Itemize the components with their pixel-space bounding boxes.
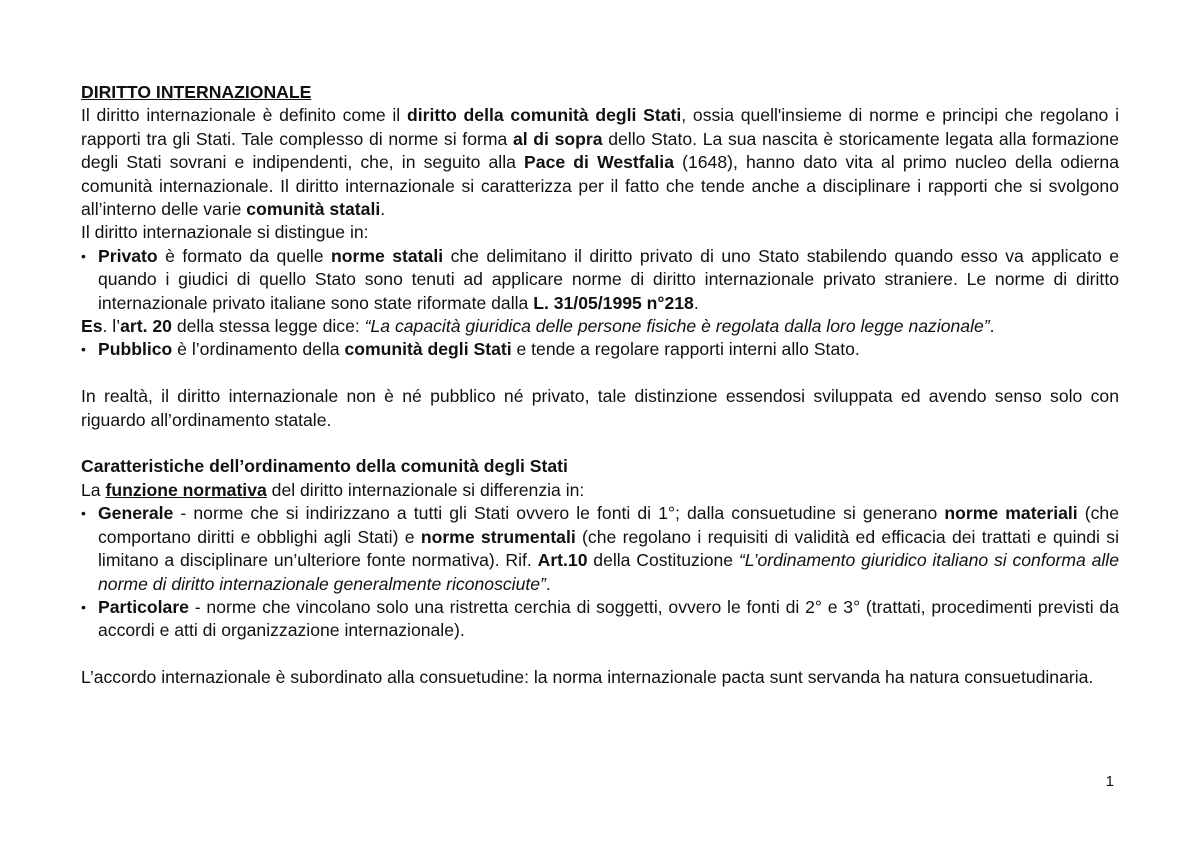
general-text: della Costituzione [587,550,739,571]
normative-text: La [81,479,106,500]
private-label: Privato [98,245,158,266]
general-bold-term: norme strumentali [420,526,576,547]
intro-text: (1648), hanno dato vita al primo nucleo della odierna comunità internazionale. Il diritto internazionale si caratterizza per il fatto che tende anche a disciplinare i rapporti che si svolgono all’interno delle varie [81,152,1119,220]
private-text: . [693,292,699,313]
document-page [81,81,1119,690]
normative-text: del diritto internazionale si differenzia in: [266,479,585,500]
section-heading: Caratteristiche dell’ordinamento della comunità degli Stati [81,456,568,477]
general-bold-term: norme materiali [944,503,1078,524]
bullet-icon: • [81,341,86,358]
general-text: (che regolano i requisiti di validità ed efficacia dei trattati e quindi si limitano a disciplinare un’ulteriore fonte normativa). Rif. [98,526,1119,571]
bullet-icon: • [81,598,86,615]
normative-function-term: funzione normativa [105,479,267,500]
general-text: (che comportano diritti e obblighi agli Stati) e [98,503,1119,547]
list-item-private [81,245,1119,315]
intro-text: Il diritto internazionale è definito come il [81,105,407,126]
general-quote: “L’ordinamento giuridico italiano si conforma alle norme di diritto internazionale generalmente riconosciute” [98,550,1119,594]
normative-intro [81,479,1119,502]
example-label: Es [81,316,103,337]
paragraph-gap [81,432,1119,455]
intro-text: dello Stato. La sua nascita è storicamente legata alla formazione degli Stati sovrani e indipendenti, che, in seguito alla [81,128,1119,173]
list-item-particular [81,596,1119,643]
reality-paragraph: In realtà, il diritto internazionale non è né pubblico né privato, tale distinzione essendosi sviluppata ed avendo senso solo con riguardo all’ordinamento statale. [81,386,1119,430]
private-text: che delimitano il diritto privato di uno Stato stabilendo quando esso va applicato e quando i giudici di quello Stato sono tenuti ad applicare norme di diritto internazionale privato straniere. Le norme di diritto internazionale privato italiane sono state riformate dalla [98,245,1119,313]
page-number: 1 [1105,773,1114,790]
list-item-general [81,502,1119,596]
public-text: e tende a regolare rapporti interni allo Stato. [511,339,860,360]
intro-bold-term: al di sopra [512,128,603,149]
bullet-icon: • [81,505,86,522]
distinction-list-continued [81,338,1119,361]
intro-bold-term: Pace di Westfalia [524,152,674,173]
public-text: è l’ordinamento della [172,339,345,360]
private-law-reference: L. 31/05/1995 n°218 [533,292,694,313]
intro-bold-term: diritto della comunità degli Stati [406,105,682,126]
example-text: della stessa legge dice: [171,316,365,337]
example-quote: “La capacità giuridica delle persone fisiche è regolata dalla loro legge nazionale” [364,316,990,337]
example-text: . [989,316,995,337]
paragraph-gap [81,362,1119,385]
intro-paragraph [81,104,1119,221]
example-paragraph [81,315,1119,338]
general-label: Generale [98,503,174,524]
distinction-intro: Il diritto internazionale si distingue in: [81,222,369,243]
public-label: Pubblico [98,339,173,360]
general-text: - norme che si indirizzano a tutti gli Stati ovvero le fonti di 1°; dalla consuetudine si generano [173,503,945,524]
distinction-list [81,245,1119,315]
intro-text: , ossia quell'insieme di norme e principi che regolano i rapporti tra gli Stati. Tale complesso di norme si forma [81,105,1119,149]
example-article: art. 20 [120,316,172,337]
general-text: . [545,573,551,594]
general-article-reference: Art.10 [537,550,588,571]
particular-text: - norme che vincolano solo una ristretta cerchia di soggetti, ovvero le fonti di 2° e 3° (trattati, procedimenti previsti da accordi e atti di organizzazione internazionale). [98,596,1119,641]
example-text: . l’ [102,316,121,337]
normative-list [81,502,1119,642]
list-item-public [81,338,1119,361]
final-paragraph: L’accordo internazionale è subordinato alla consuetudine: la norma internazionale pacta sunt servanda ha natura consuetudinaria. [81,667,1094,688]
intro-text: . [380,199,386,220]
bullet-icon: • [81,247,86,264]
paragraph-gap [81,643,1119,666]
particular-label: Particolare [98,596,189,617]
intro-bold-term: comunità statali [246,199,381,220]
document-title: DIRITTO INTERNAZIONALE [81,82,312,102]
private-text: è formato da quelle [157,245,331,266]
public-bold-term: comunità degli Stati [344,339,512,360]
private-bold-term: norme statali [331,245,444,266]
